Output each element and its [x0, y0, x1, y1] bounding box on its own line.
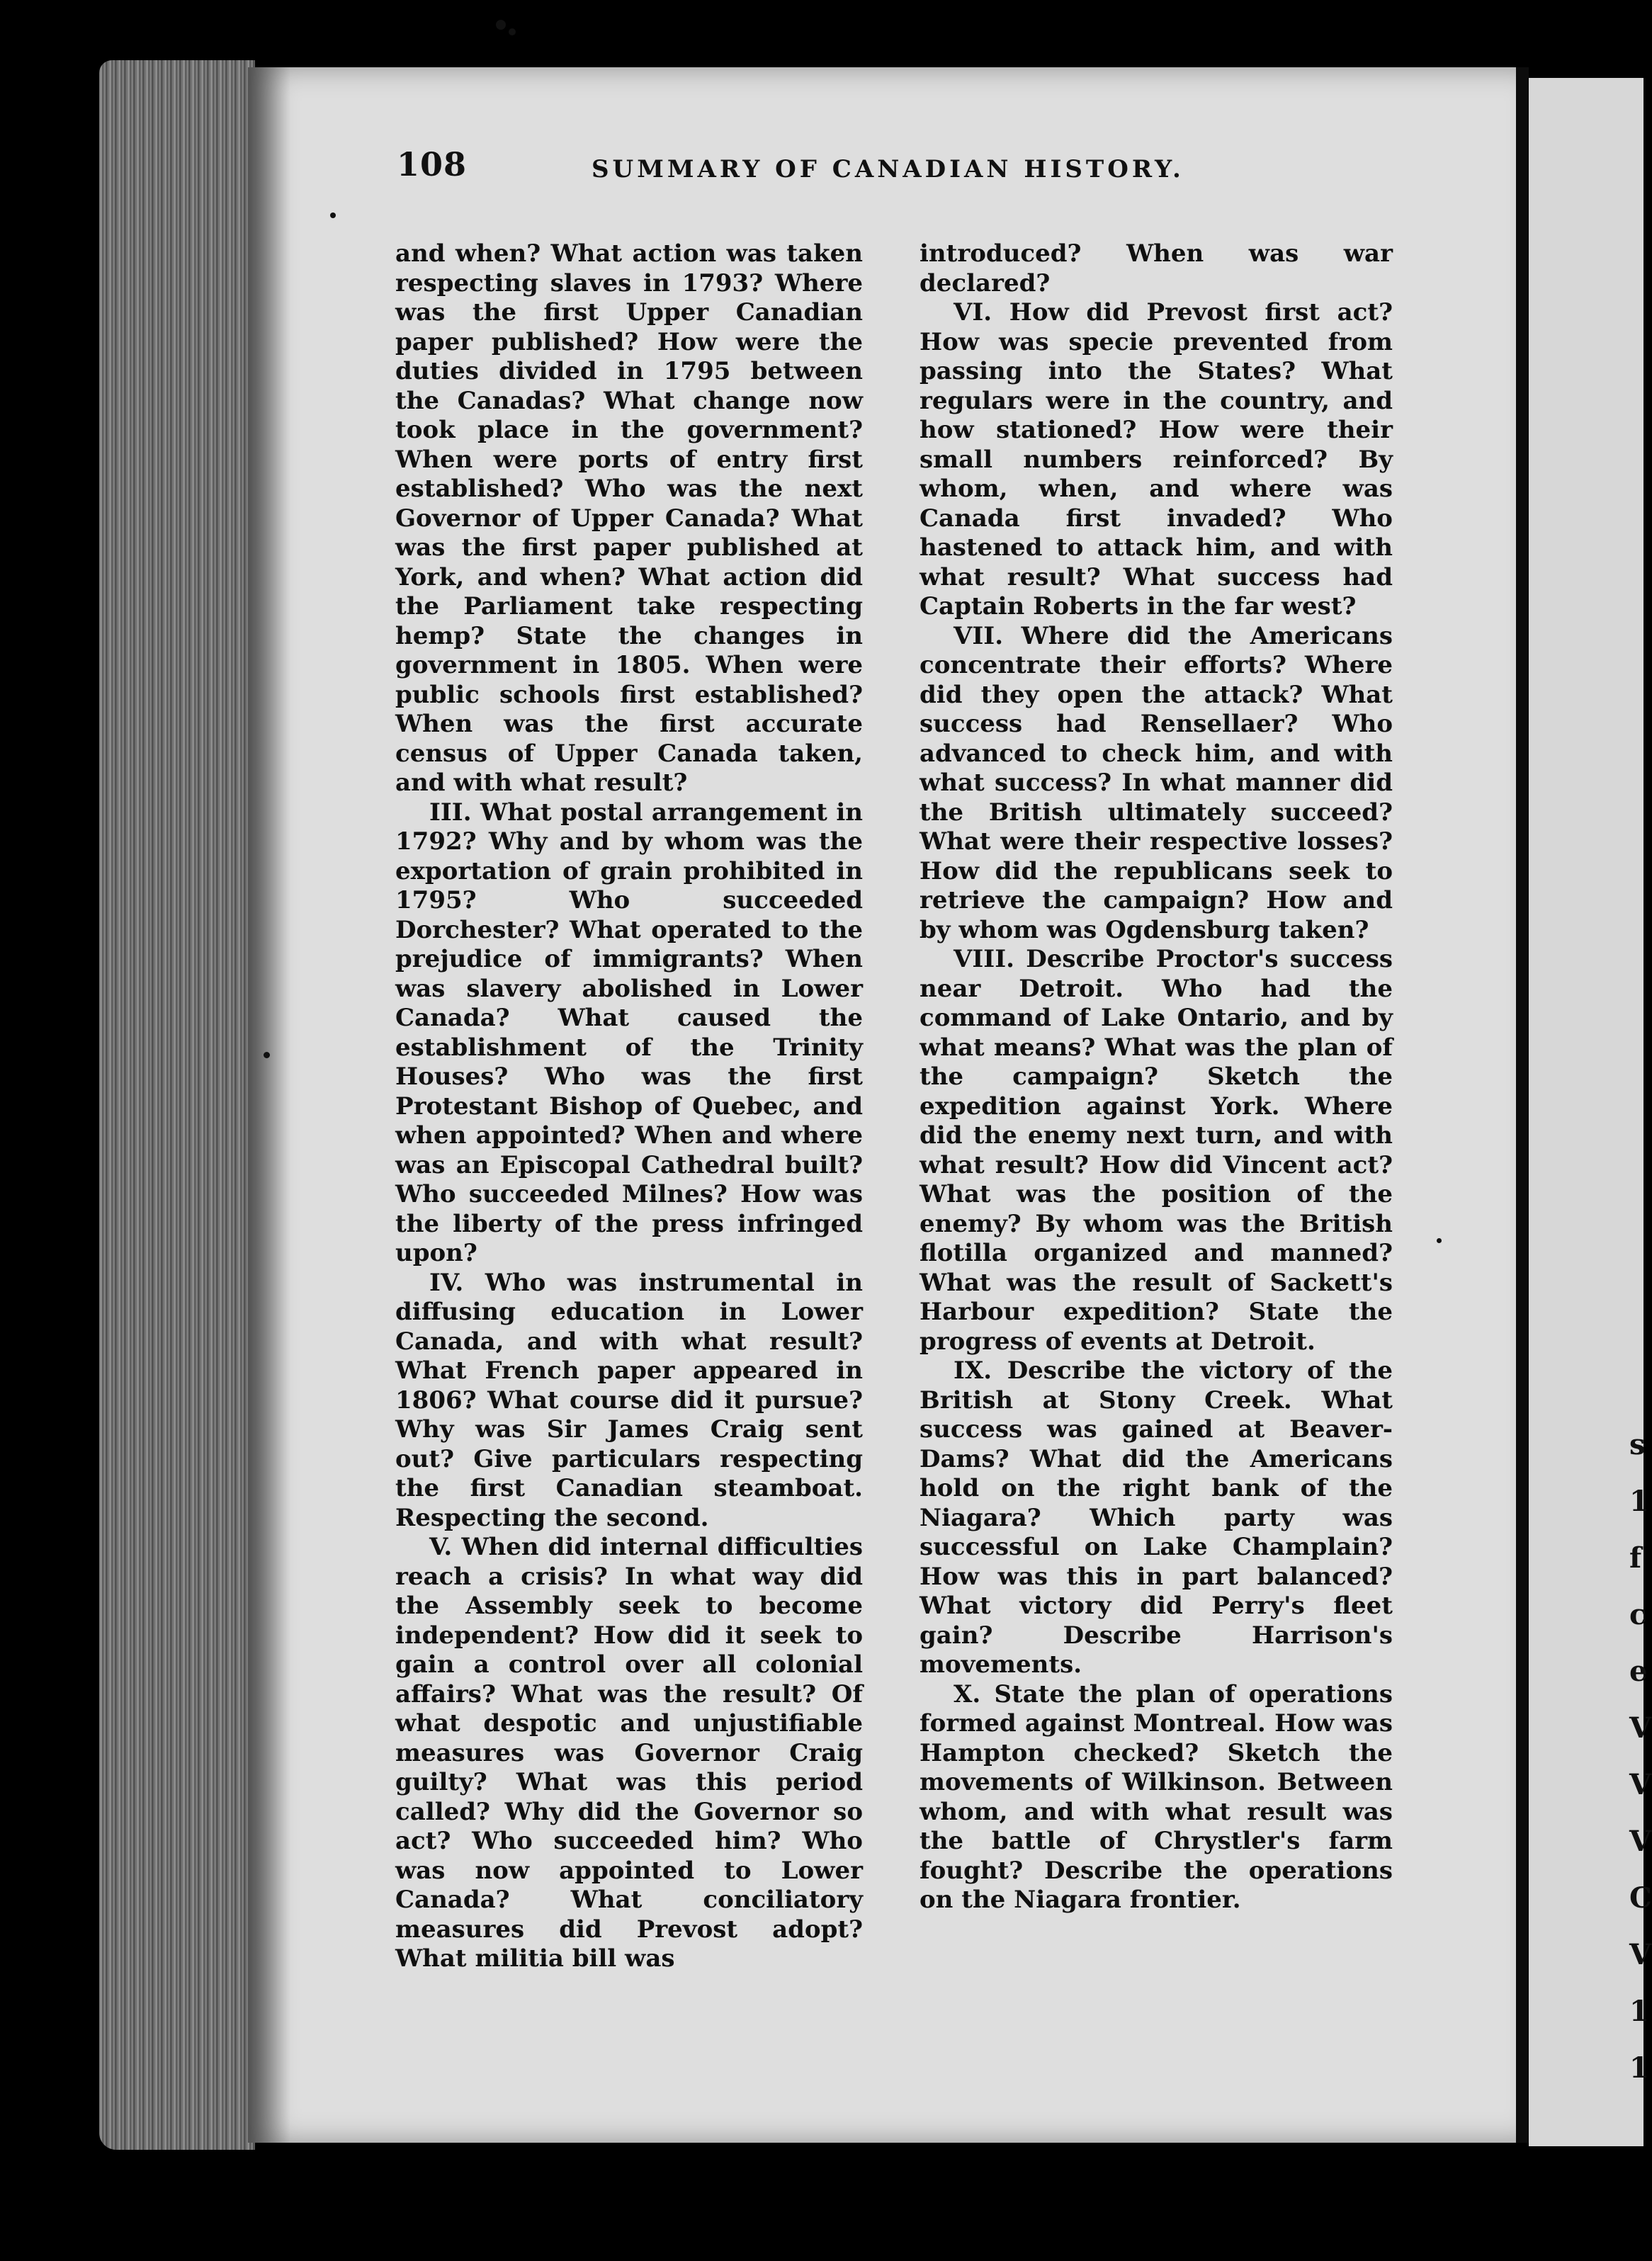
- right-column: [920, 239, 1393, 1915]
- left-column: [395, 239, 863, 1974]
- page-number: 108: [397, 145, 468, 183]
- paragraph: IV. Who was instrumental in diffusing education in Lower Canada, and with what result? What French paper appeared in 1806? What course did it pursue? Why was Sir James Craig sent out? Give particulars respecting the first Canadian steamboat. Respecting the second.: [395, 1268, 863, 1532]
- paragraph: VII. Where did the Americans concentrate their efforts? Where did they open the attack? What success had Rensellaer? Who advanced to check him, and with what success? In what manner did the British ultimately succeed? What were their respective losses? How did the republicans seek to retrieve the campaign? How and by whom was Ogdensburg taken?: [920, 621, 1393, 944]
- facing-page-fragment: C: [1629, 1881, 1652, 1915]
- paragraph: X. State the plan of operations formed against Montreal. How was Hampton checked? Sketch the movements of Wilkinson. Between whom, and with what result was the battle of Chrystler's farm fought? Describe the operations on the Niagara frontier.: [920, 1679, 1393, 1914]
- paragraph: III. What postal arrangement in 1792? Why and by whom was the exportation of grain prohibited in 1795? Who succeeded Dorchester? What operated to the prejudice of immigrants? When was slavery abolished in Lower Canada? What caused the establishment of the Trinity Houses? Who was the first Protestant Bishop of Quebec, and when appointed? When and where was an Episcopal Cathedral built? Who succeeded Milnes? How was the liberty of the press infringed upon?: [395, 798, 863, 1267]
- facing-page-fragment: V: [1629, 1768, 1652, 1801]
- facing-page-fragment: V: [1629, 1711, 1652, 1745]
- facing-page-fragments: [1629, 1417, 1652, 2097]
- spine-shadow: [248, 67, 290, 2143]
- paragraph: IX. Describe the victory of the British at Stony Creek. What success was gained at Beaver-Dams? What did the Americans hold on the right bank of the Niagara? Which party was successful on Lake Champlain? How was this in part balanced? What victory did Perry's fleet gain? Describe Harrison's movements.: [920, 1356, 1393, 1679]
- facing-page-fragment: e: [1629, 1655, 1648, 1688]
- book-page-edges: [99, 60, 255, 2150]
- paragraph: VI. How did Prevost first act? How was specie prevented from passing into the States? What regulars were in the country, and how stationed? How were their small numbers reinforced? By whom, when, and where was Canada first invaded? Who hastened to attack him, and with what result? What success had Captain Roberts in the far west?: [920, 298, 1393, 620]
- facing-page-fragment: c: [1629, 1598, 1647, 1631]
- paragraph: V. When did internal difficulties reach a crisis? In what way did the Assembly seek to become independent? How did it seek to gain a control over all colonial affairs? What was the result? Of what despotic and unjustifiable measures was Governor Craig guilty? What was this period called? Why did the Governor so act? Who succeeded him? Who was now appointed to Lower Canada? What conciliatory measures did Prevost adopt? What militia bill was: [395, 1533, 863, 1973]
- facing-page-fragment: V: [1629, 1938, 1652, 1971]
- page-gutter: [1516, 67, 1529, 2143]
- paragraph: introduced? When was war declared?: [920, 239, 1393, 298]
- facing-page-fragment: s: [1629, 1428, 1646, 1461]
- facing-page-fragment: 1: [1629, 1485, 1649, 1518]
- paragraph: and when? What action was taken respecting slaves in 1793? Where was the first Upper Canadian paper published? How were the duties divided in 1795 between the Canadas? What change now took place in the government? When were ports of entry first established? Who was the next Governor of Upper Canada? What was the first paper published at York, and when? What action did the Parliament take respecting hemp? State the changes in government in 1805. When were public schools first established? When was the first accurate census of Upper Canada taken, and with what result?: [395, 239, 863, 797]
- paragraph: VIII. Describe Proctor's success near Detroit. Who had the command of Lake Ontario, and by what means? What was the plan of the campaign? Sketch the expedition against York. Where did the enemy next turn, and with what result? How did Vincent act? What was the position of the enemy? By whom was the British flotilla organized and manned? What was the result of Sackett's Harbour expedition? State the progress of events at Detroit.: [920, 945, 1393, 1356]
- running-head: SUMMARY OF CANADIAN HISTORY.: [592, 155, 1184, 183]
- facing-page-fragment: 1: [1629, 1995, 1649, 2028]
- facing-page-fragment: f: [1629, 1541, 1642, 1575]
- page-header: [397, 145, 1233, 188]
- facing-page-fragment: 1: [1629, 2051, 1649, 2085]
- facing-page-fragment: V: [1629, 1825, 1652, 1858]
- facing-page-edge: [1529, 78, 1652, 2146]
